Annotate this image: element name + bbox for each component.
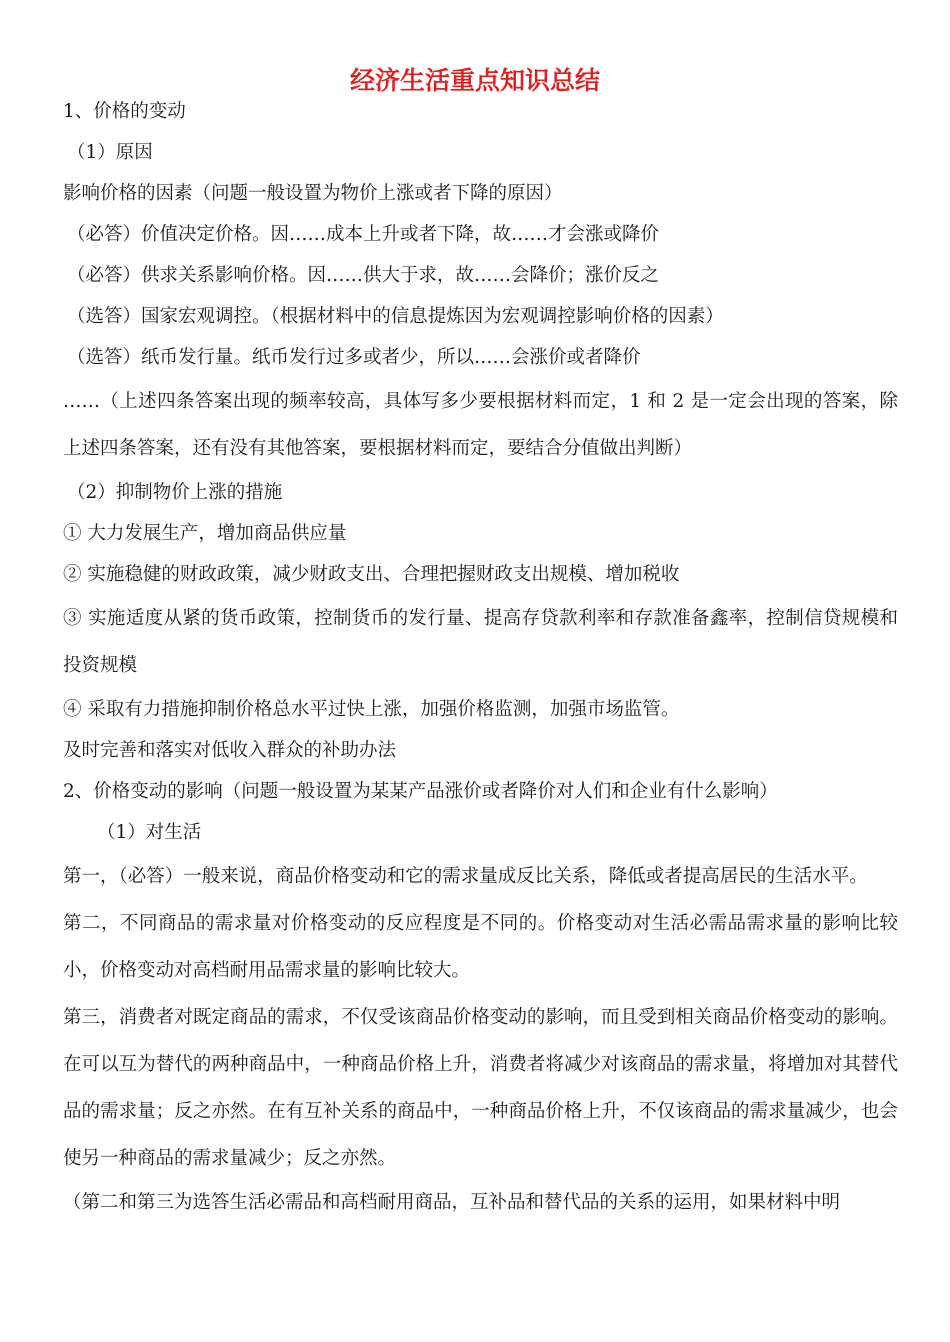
paragraph: 第二，不同商品的需求量对价格变动的反应程度是不同的。价格变动对生活必需品需求量的影响比较小，价格变动对高档耐用品需求量的影响比较大。 [63, 913, 898, 981]
paragraph: （必答）价值决定价格。因……成本上升或者下降，故……才会涨或降价 [67, 224, 660, 245]
document-body [63, 91, 898, 1223]
paragraph: （必答）供求关系影响价格。因……供大于求，故……会降价；涨价反之 [67, 265, 660, 286]
paragraph: （选答）纸币发行量。纸币发行过多或者少，所以……会涨价或者降价 [67, 347, 641, 368]
paragraph: 影响价格的因素（问题一般设置为物价上涨或者下降的原因） [63, 183, 563, 204]
list-item: ④ 采取有力措施抑制价格总水平过快上涨，加强价格监测，加强市场监管。 [63, 699, 680, 720]
paragraph: 第一，（必答）一般来说，商品价格变动和它的需求量成反比关系，降低或者提高居民的生活水平。 [63, 866, 868, 887]
section-heading: 1、价格的变动 [63, 101, 186, 122]
subsection-heading: （1）对生活 [97, 822, 202, 843]
paragraph: 及时完善和落实对低收入群众的补助办法 [63, 740, 397, 761]
list-item: ② 实施稳健的财政政策，减少财政支出、合理把握财政支出规模、增加税收 [63, 564, 680, 585]
paragraph: （选答）国家宏观调控。（根据材料中的信息提炼因为宏观调控影响价格的因素） [67, 306, 724, 327]
document-title: 经济生活重点知识总结 [349, 66, 600, 95]
list-item: ① 大力发展生产，增加商品供应量 [63, 523, 347, 544]
section-heading: 2、价格变动的影响（问题一般设置为某某产品涨价或者降价对人们和企业有什么影响） [63, 781, 778, 802]
paragraph: ……（上述四条答案出现的频率较高，具体写多少要根据材料而定，1 和 2 是一定会出现的答案，除上述四条答案，还有没有其他答案，要根据材料而定，要结合分值做出判断） [63, 391, 898, 459]
subsection-heading: （2）抑制物价上涨的措施 [67, 482, 283, 503]
paragraph: （第二和第三为选答生活必需品和高档耐用商品，互补品和替代品的关系的运用，如果材料中明 [63, 1192, 841, 1213]
paragraph: 第三，消费者对既定商品的需求，不仅受该商品价格变动的影响，而且受到相关商品价格变动的影响。在可以互为替代的两种商品中，一种商品价格上升，消费者将减少对该商品的需求量，将增加对其替代品的需求量；反之亦然。在有互补关系的商品中，一种商品价格上升，不仅该商品的需求量减少，也会使另一种商品的需求量减少；反之亦然。 [63, 1007, 898, 1169]
list-item: ③ 实施适度从紧的货币政策，控制货币的发行量、提高存贷款利率和存款准备鑫率，控制信贷规模和投资规模 [63, 608, 898, 676]
subsection-heading: （1）原因 [67, 142, 153, 163]
